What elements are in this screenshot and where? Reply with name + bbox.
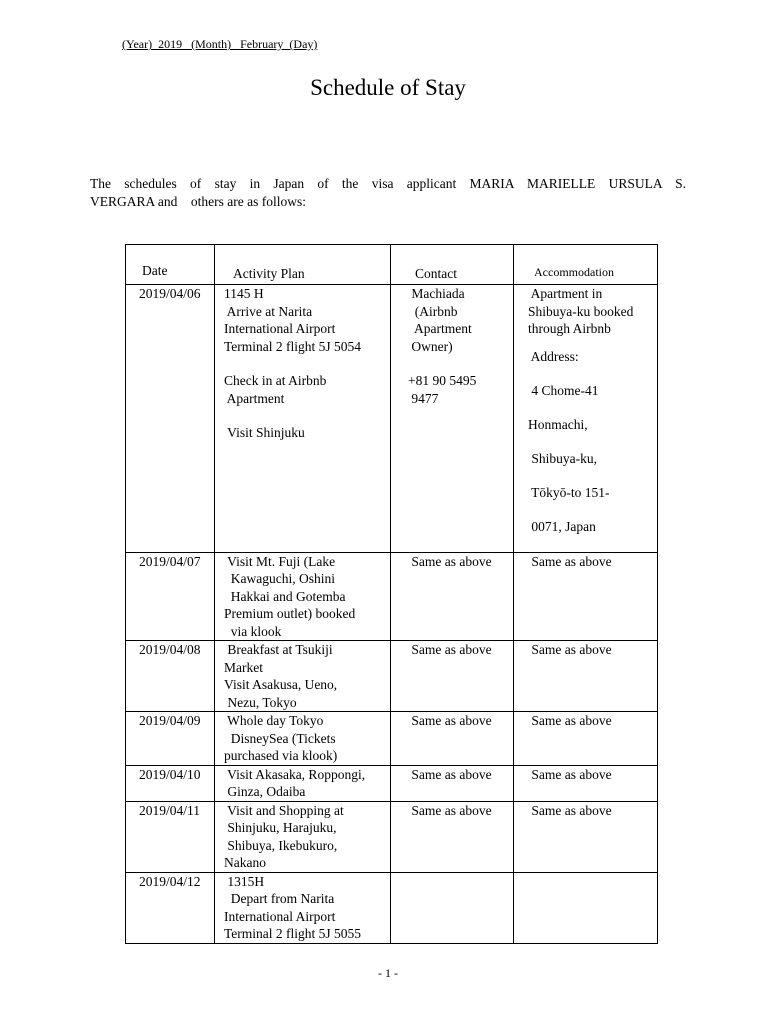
contact-cell-line: Same as above <box>408 713 492 728</box>
contact-cell <box>391 801 514 872</box>
accommodation-cell-line: Apartment in <box>528 286 603 301</box>
activity-plan-cell-line: via klook <box>224 623 282 639</box>
activity-plan-cell-line: Hakkai and Gotemba <box>224 588 346 604</box>
contact-cell-line: +81 90 5495 <box>408 373 477 388</box>
activity-plan-cell-line: Check in at Airbnb <box>224 373 327 388</box>
row-date: 2019/04/07 <box>126 552 215 641</box>
accommodation-cell <box>514 641 658 712</box>
activity-plan-cell-line: Market <box>224 659 263 675</box>
row-date: 2019/04/08 <box>126 641 215 712</box>
activity-plan-cell-line: Visit and Shopping at <box>224 802 344 818</box>
activity-plan-cell-line: Depart from Narita <box>224 891 335 906</box>
header-accommodation: Accommodation <box>514 245 658 285</box>
table-row <box>126 872 658 943</box>
accommodation-cell-line: Shibuya-ku booked <box>528 303 634 319</box>
accommodation-cell <box>514 285 658 553</box>
activity-plan-cell-line: International Airport <box>224 908 336 924</box>
activity-plan-cell-line: 1145 H <box>224 286 264 301</box>
activity-plan-cell-line: Terminal 2 flight 5J 5055 <box>224 926 362 941</box>
activity-plan-cell-line: Shibuya, Ikebukuro, <box>224 837 338 853</box>
accommodation-cell <box>514 765 658 801</box>
line-gap <box>528 338 657 348</box>
contact-cell-line: 9477 <box>408 390 439 406</box>
contact-cell <box>391 552 514 641</box>
contact-cell <box>391 765 514 801</box>
header-activity-plan: Activity Plan <box>215 245 391 285</box>
activity-plan-cell-line: DisneySea (Tickets <box>224 730 336 746</box>
contact-cell <box>391 712 514 766</box>
accommodation-cell-line: Same as above <box>528 713 612 728</box>
contact-cell-line: Same as above <box>408 642 492 657</box>
activity-plan-cell-line: Visit Mt. Fuji (Lake <box>224 553 336 569</box>
row-date: 2019/04/11 <box>126 801 215 872</box>
contact-cell <box>391 285 514 553</box>
table-row <box>126 641 658 712</box>
line-gap <box>224 355 390 372</box>
activity-plan-cell-line: Whole day Tokyo <box>224 713 324 728</box>
accommodation-cell <box>514 801 658 872</box>
address-line: Shibuya-ku, <box>528 450 597 466</box>
table-row <box>126 712 658 766</box>
accommodation-cell-line: Same as above <box>528 802 612 818</box>
intro-line-2: VERGARA and others are as follows: <box>90 194 306 209</box>
activity-plan-cell-line: Breakfast at Tsukiji <box>224 642 333 657</box>
activity-plan-cell-line: Visit Asakusa, Ueno, <box>224 677 338 692</box>
table-row <box>126 765 658 801</box>
intro-paragraph <box>90 175 686 211</box>
activity-plan-cell-line: purchased via klook) <box>224 748 338 763</box>
accommodation-cell-line: Same as above <box>528 553 612 569</box>
accommodation-cell-line: Same as above <box>528 766 612 782</box>
activity-plan-cell-line: International Airport <box>224 321 336 336</box>
schedule-body <box>126 285 658 944</box>
accommodation-cell-line: through Airbnb <box>528 321 611 336</box>
activity-plan-cell-line: Nakano <box>224 855 266 870</box>
header-contact: Contact <box>391 245 514 285</box>
activity-plan-cell-line: Nezu, Tokyo <box>224 694 297 710</box>
accommodation-cell <box>514 712 658 766</box>
activity-plan-cell <box>215 801 391 872</box>
table-row <box>126 285 658 553</box>
contact-cell-line: (Airbnb <box>408 303 458 319</box>
row-date: 2019/04/12 <box>126 872 215 943</box>
address-line: 0071, Japan <box>528 518 596 534</box>
line-gap <box>408 355 513 372</box>
address-line: Honmachi, <box>528 416 588 432</box>
activity-plan-cell <box>215 872 391 943</box>
activity-plan-cell-line: Shinjuku, Harajuku, <box>224 820 337 835</box>
schedule-table <box>125 244 658 944</box>
line-gap <box>224 407 390 424</box>
row-date: 2019/04/10 <box>126 765 215 801</box>
row-date: 2019/04/09 <box>126 712 215 766</box>
table-row <box>126 552 658 641</box>
address-line: Address: <box>528 348 579 364</box>
activity-plan-cell-line: Premium outlet) booked <box>224 606 356 621</box>
activity-plan-cell <box>215 765 391 801</box>
page-number: - 1 - <box>378 966 398 980</box>
activity-plan-cell <box>215 641 391 712</box>
contact-cell <box>391 872 514 943</box>
document-title: Schedule of Stay <box>310 75 466 100</box>
accommodation-cell <box>514 552 658 641</box>
activity-plan-cell <box>215 552 391 641</box>
activity-plan-cell-line: 1315H <box>224 873 265 889</box>
row-date: 2019/04/06 <box>126 285 215 553</box>
contact-cell-line: Machiada <box>408 286 465 301</box>
contact-cell-line: Same as above <box>408 802 492 818</box>
table-row <box>126 801 658 872</box>
intro-line-1: The schedules of stay in Japan of the visa applicant MARIA MARIELLE URSULA S. <box>90 176 686 191</box>
accommodation-cell <box>514 872 658 943</box>
address-line: 4 Chome-41 <box>528 382 599 398</box>
activity-plan-cell-line: Kawaguchi, Oshini <box>224 571 335 586</box>
activity-plan-cell-line: Visit Shinjuku <box>224 425 305 440</box>
accommodation-cell-line: Same as above <box>528 642 612 657</box>
contact-cell-line: Same as above <box>408 766 492 782</box>
activity-plan-cell-line: Visit Akasaka, Roppongi, <box>224 766 366 782</box>
contact-cell <box>391 641 514 712</box>
activity-plan-cell-line: Ginza, Odaiba <box>224 784 306 799</box>
activity-plan-cell <box>215 712 391 766</box>
activity-plan-cell-line: Arrive at Narita <box>224 303 313 319</box>
document-date-line: (Year) 2019 (Month) February (Day) <box>122 37 318 51</box>
activity-plan-cell-line: Terminal 2 flight 5J 5054 <box>224 338 362 354</box>
contact-cell-line: Owner) <box>408 338 453 354</box>
activity-plan-cell-line: Apartment <box>224 390 285 406</box>
header-date: Date <box>126 245 215 285</box>
contact-cell-line: Apartment <box>408 321 472 336</box>
contact-cell-line: Same as above <box>408 553 492 569</box>
table-header-row <box>126 245 658 285</box>
activity-plan-cell <box>215 285 391 553</box>
address-line: Tōkyō-to 151- <box>528 484 610 500</box>
